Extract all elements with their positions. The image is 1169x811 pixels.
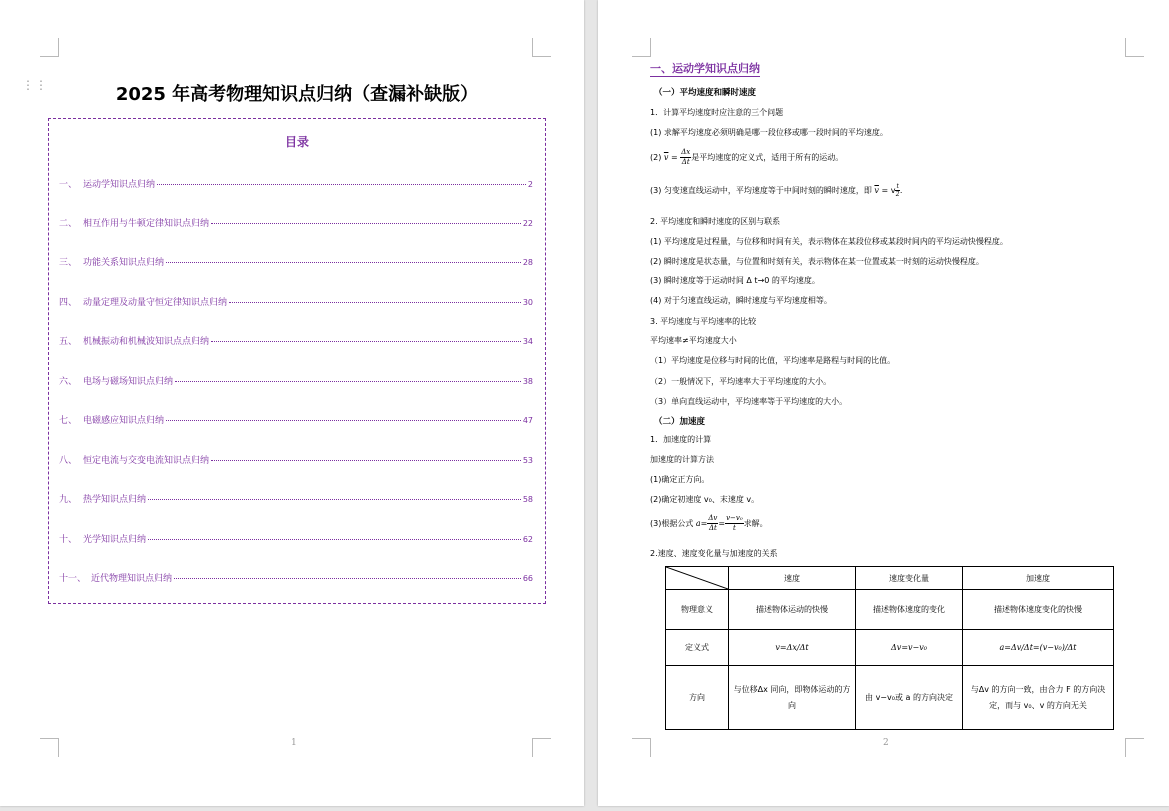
toc-page: 62 xyxy=(522,535,533,544)
toc-leader xyxy=(211,223,521,224)
paragraph: 加速度的计算方法 xyxy=(650,455,714,464)
paragraph: 2.速度、速度变化量与加速度的关系 xyxy=(650,549,778,558)
page-number: 1 xyxy=(291,738,297,748)
toc-entry[interactable] xyxy=(59,295,533,309)
diagonal-line-icon xyxy=(666,567,728,589)
paragraph: （2）一般情况下，平均速率大于平均速度的大小。 xyxy=(650,377,832,386)
toc-entry[interactable] xyxy=(59,413,533,427)
toc-number: 一、 xyxy=(59,180,78,190)
toc-leader xyxy=(157,184,526,185)
toc-text: 光学知识点归纳 xyxy=(83,535,147,545)
toc-leader xyxy=(148,499,521,500)
toc-number: 八、 xyxy=(59,456,78,466)
toc-entry[interactable] xyxy=(59,216,533,230)
toc-leader xyxy=(166,420,521,421)
toc-number: 六、 xyxy=(59,377,78,387)
toc-page: 53 xyxy=(522,456,533,465)
toc-leader xyxy=(166,262,521,263)
toc-page: 38 xyxy=(522,377,533,386)
toc-entry[interactable] xyxy=(59,177,533,191)
paragraph: （3）单向直线运动中，平均速率等于平均速度的大小。 xyxy=(650,397,848,406)
paragraph: 2. 平均速度和瞬时速度的区别与联系 xyxy=(650,217,781,226)
drag-handle-icon[interactable]: ⋮⋮ xyxy=(22,78,48,92)
paragraph: 平均速率≠平均速度大小 xyxy=(650,336,737,345)
table-cell: Δv=v−v₀ xyxy=(856,630,963,666)
toc-leader xyxy=(175,381,521,382)
toc-entry[interactable] xyxy=(59,255,533,269)
table-cell: 与位移Δx 同向，即物体运动的方向 xyxy=(729,666,856,730)
toc-text: 机械振动和机械波知识点点归纳 xyxy=(83,337,210,347)
toc-entry[interactable] xyxy=(59,571,533,585)
paragraph: (2) 瞬时速度是状态量，与位置和时刻有关，表示物体在某一位置或某一时刻的运动快慢程度。 xyxy=(650,257,984,266)
toc-page: 47 xyxy=(522,416,533,425)
toc-page: 34 xyxy=(522,337,533,346)
toc-number: 四、 xyxy=(59,298,78,308)
toc-text: 热学知识点归纳 xyxy=(83,495,147,505)
table-corner-cell xyxy=(666,567,729,590)
formula-line: (2) $\overline{v}$ = $\frac{\Delta x}{\Delta t}$ 是平均速度的定义式，适用于所有的运动。 xyxy=(650,148,844,166)
paragraph: (1)确定正方向。 xyxy=(650,475,710,484)
formula-line: (3) 匀变速直线运动中，平均速度等于中间时刻的瞬时速度，即 $\overline{v} = v$ $\frac{t}{2}$ . xyxy=(650,183,903,198)
toc-leader xyxy=(229,302,521,303)
subsection-heading: （二）加速度 xyxy=(654,417,706,427)
toc-page: 28 xyxy=(522,258,533,267)
toc-text: 近代物理知识点归纳 xyxy=(91,574,173,584)
toc-number: 十、 xyxy=(59,535,78,545)
crop-mark xyxy=(632,738,651,757)
toc-text: 动量定理及动量守恒定律知识点归纳 xyxy=(83,298,228,308)
toc-number: 九、 xyxy=(59,495,78,505)
toc-text: 电场与磁场知识点归纳 xyxy=(83,377,174,387)
table-of-contents xyxy=(48,118,546,604)
paragraph: 3. 平均速度与平均速率的比较 xyxy=(650,317,757,326)
toc-leader xyxy=(211,460,521,461)
document-title: 2025 年高考物理知识点归纳（查漏补缺版） xyxy=(115,84,479,105)
table-cell: v=Δx/Δt xyxy=(729,630,856,666)
paragraph: (1) 平均速度是过程量，与位移和时间有关，表示物体在某段位移或某段时间内的平均运动快慢程度。 xyxy=(650,237,1008,246)
table-cell: 与Δv 的方向一致，由合力 F 的方向决定，而与 v₀、v 的方向无关 xyxy=(963,666,1114,730)
toc-page: 66 xyxy=(522,574,533,583)
row-label: 物理意义 xyxy=(666,590,729,630)
row-label: 方向 xyxy=(666,666,729,730)
paragraph: (3) 瞬时速度等于运动时间 Δ t→0 的平均速度。 xyxy=(650,276,820,285)
toc-text: 恒定电流与交变电流知识点归纳 xyxy=(83,456,210,466)
page-1 xyxy=(0,0,584,806)
formula-line: (3)根据公式 a= $\frac{\Delta v}{\Delta t}$ = $\frac{\text{v−v₀}}{t}$ 求解。 xyxy=(650,514,768,532)
toc-entry[interactable] xyxy=(59,374,533,388)
toc-text: 相互作用与牛顿定律知识点归纳 xyxy=(83,219,210,229)
crop-mark xyxy=(532,38,551,57)
toc-page: 30 xyxy=(522,298,533,307)
toc-text: 电磁感应知识点归纳 xyxy=(83,416,165,426)
toc-leader xyxy=(148,539,521,540)
table-header: 速度变化量 xyxy=(856,567,963,590)
table-cell: 由 v−v₀或 a 的方向决定 xyxy=(856,666,963,730)
toc-number: 七、 xyxy=(59,416,78,426)
crop-mark xyxy=(1125,38,1144,57)
table-cell: a=Δv/Δt=(v−v₀)/Δt xyxy=(963,630,1114,666)
toc-entry[interactable] xyxy=(59,492,533,506)
paragraph: (2)确定初速度 v₀、末速度 v。 xyxy=(650,495,760,504)
toc-entry[interactable] xyxy=(59,532,533,546)
table-header: 速度 xyxy=(729,567,856,590)
toc-leader xyxy=(211,341,521,342)
toc-heading: 目录 xyxy=(284,135,309,149)
toc-entry[interactable] xyxy=(59,453,533,467)
table-cell: 描述物体速度变化的快慢 xyxy=(963,590,1114,630)
toc-number: 五、 xyxy=(59,337,78,347)
toc-page: 2 xyxy=(527,180,533,189)
section-heading: 一、运动学知识点归纳 xyxy=(650,62,760,75)
page-number: 2 xyxy=(883,738,889,748)
crop-mark xyxy=(632,38,651,57)
table-cell: 描述物体速度的变化 xyxy=(856,590,963,630)
toc-number: 二、 xyxy=(59,219,78,229)
paragraph: （1）平均速度是位移与时间的比值，平均速率是路程与时间的比值。 xyxy=(650,356,896,365)
paragraph: 1．计算平均速度时应注意的三个问题 xyxy=(650,108,784,117)
toc-page: 58 xyxy=(522,495,533,504)
table-header: 加速度 xyxy=(963,567,1114,590)
toc-text: 运动学知识点归纳 xyxy=(83,180,156,190)
crop-mark xyxy=(532,738,551,757)
crop-mark xyxy=(40,38,59,57)
crop-mark xyxy=(40,738,59,757)
row-label: 定义式 xyxy=(666,630,729,666)
toc-number: 十一、 xyxy=(59,574,87,584)
paragraph: (1) 求解平均速度必须明确是哪一段位移或哪一段时间的平均速度。 xyxy=(650,128,888,137)
crop-mark xyxy=(1125,738,1144,757)
toc-leader xyxy=(174,578,521,579)
toc-entry[interactable] xyxy=(59,334,533,348)
table-cell: 描述物体运动的快慢 xyxy=(729,590,856,630)
paragraph: 1．加速度的计算 xyxy=(650,435,712,444)
paragraph: (4) 对于匀速直线运动，瞬时速度与平均速度相等。 xyxy=(650,296,832,305)
toc-number: 三、 xyxy=(59,258,78,268)
comparison-table xyxy=(665,566,1114,730)
toc-page: 22 xyxy=(522,219,533,228)
toc-text: 功能关系知识点归纳 xyxy=(83,258,165,268)
subsection-heading: （一）平均速度和瞬时速度 xyxy=(654,88,757,98)
